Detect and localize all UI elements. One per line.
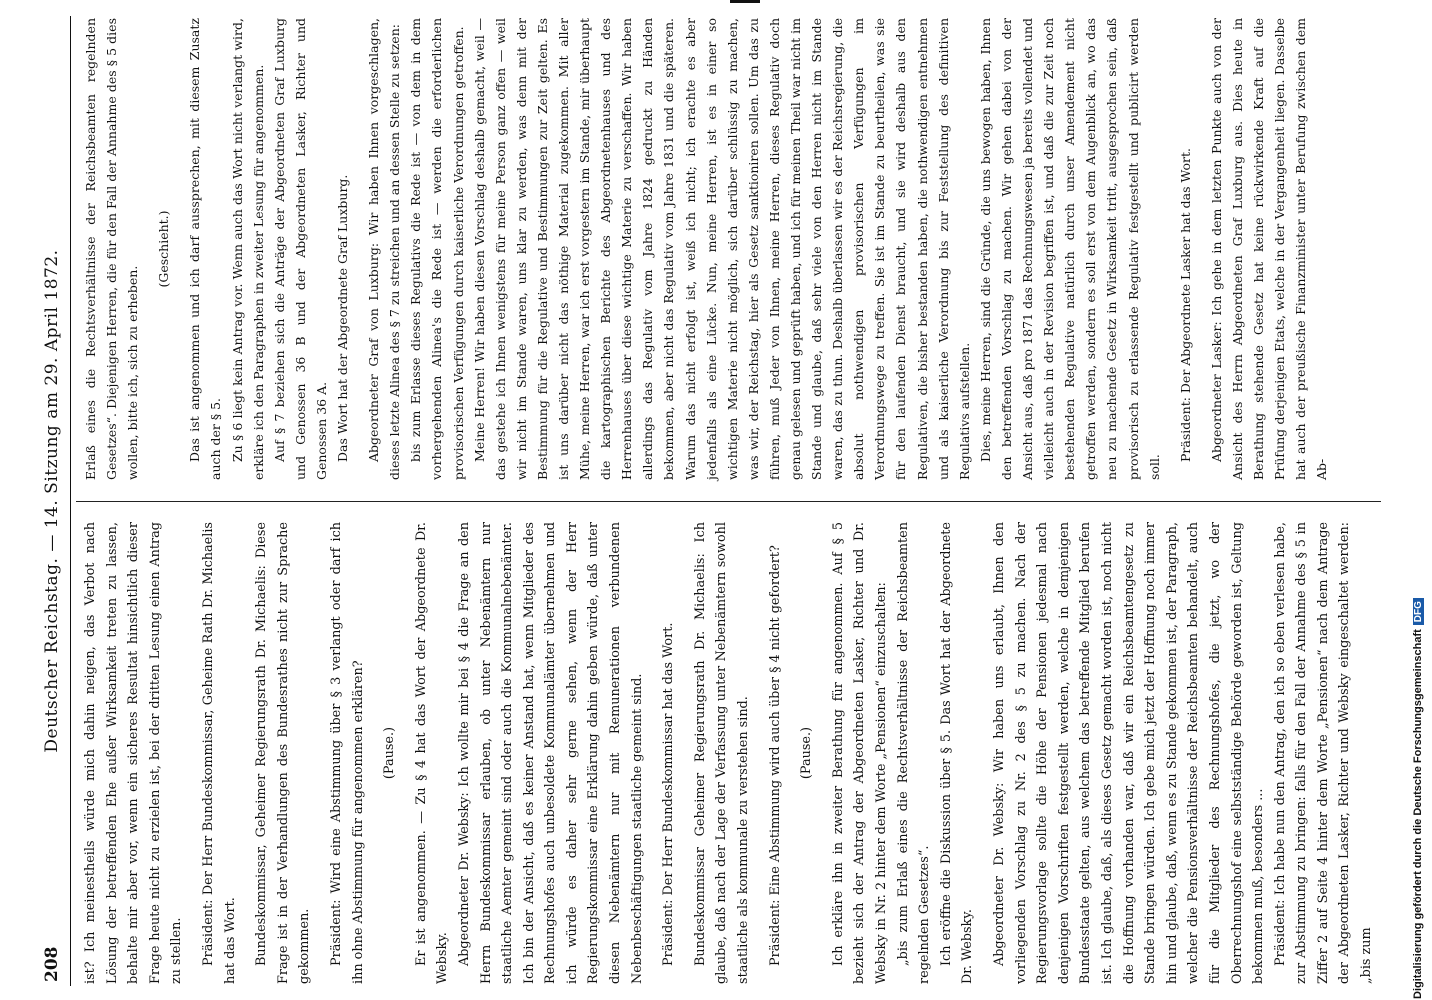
paragraph: Präsident: Der Herr Bundeskommissar hat das Wort. [661,622,677,966]
stage-direction: (Geschieht.) [156,210,172,288]
paragraph: Bundeskommissar, Geheimer Regierungsrath Dr. Michaelis: Diese Frage ist in der Verhandlungen des Bundesrathes nicht zur Sprache gekommen. [254,522,313,984]
page-header [36,16,71,986]
paragraph: Meine Herren! Wir haben diesen Vorschlag deshalb gemacht, weil — das gestehe ich Ihnen wenigstens für meine Person ganz offen — weil wir nicht im Stande waren, uns klar zu werden, was denn mit der Bestimmung für die Regulative und Bestimmungen zur Zeit gelten. Es ist uns darüber nicht das nöthige Material zugekommen. Mit aller Mühe, meine Herren, war ich erst vorgestern im Stande, mir überhaupt die kartographischen Berichte des Abgeordnetenhauses und des Herrenhauses über diese wichtige Materie zu verschaffen. Wir haben allerdings das Regulativ vom Jahre 1824 gedruckt zu Händen bekommen, aber nicht das Regulativ vom Jahre 1831 und die späteren. Warum das nicht erfolgt ist, weiß ich nicht; ich erachte es aber jedenfalls als eine Lücke. Nun, meine Herren, ist es in einer so wichtigen Materie nicht möglich, sich darüber schlüssig zu machen, was wir, der Reichstag, hier als Gesetz sanktioniren sollen. Um das zu führen, muß Jeder von Ihnen, meine Herren, dieses Regulativ doch genau gelesen und geprüft haben, und ich für meinen Theil war nicht im Stande und glaube, daß sehr viele von den Herren nicht im Stande waren, das zu thun. Deshalb überlassen wir es der Reichsregierung, die absolut nothwendigen provisorischen Verfügungen im Verordnungswege zu treffen. Sie ist im Stande zu beurtheilen, was sie für den laufenden Dienst braucht, und sie wird deshalb aus den Regulativen, die bisher bestanden haben, die nothwendigen entnehmen und als kaiserliche Verordnung bis zur Feststellung des definitiven Regulativs aufstellen. [471,18,972,480]
column-rule [76,501,1381,502]
paragraph: Das ist angenommen und ich darf aussprechen, mit diesem Zusatz auch der § 5. [187,18,224,480]
paragraph: Präsident: Eine Abstimmung wird auch über § 4 nicht gefordert? [767,545,783,966]
dfg-logo: DFG [1413,598,1424,625]
paragraph: Ich eröffne die Diskussion über § 5. Das Wort hat der Abgeordnete Dr. Websky. [938,522,976,984]
paragraph: Erlaß eines die Rechtsverhältnisse der Reichsbeamten regelnden Gesetzes“. Diejenigen Herren, die für den Fall der Annahme des § 5 dies wollen, bitte ich, sich zu erheben. [83,18,141,480]
running-title: Deutscher Reichstag. — 14. Sitzung am 29. April 1872. [42,249,62,753]
paragraph: Abgeordneter Lasker: Ich gehe in dem letzten Punkte auch von der Ansicht des Herrn Abgeordneten Graf Luxburg aus. Dies heute in Berathung stehende Gesetz hat keine rückwirkende Kraft auf die Prüfung derjenigen Etats, welche in der Vergangenheit liegen. Dasselbe hat auch der preußische Finanzminister unter Berufung zwischen dem Ab- [1208,18,1330,480]
paragraph: Bundeskommissar Geheimer Regierungsrath Dr. Michaelis: Ich glaube, daß nach der Lage der Verfassung unter Nebenämtern sowohl staatliche als kommunale zu verstehen sind. [692,522,752,984]
paragraph: Zu § 6 liegt kein Antrag vor. Wenn auch das Wort nicht verlangt wird, erkläre ich den Paragraphen in zweiter Lesung für angenommen. [229,18,266,480]
paragraph: Er ist angenommen. — Zu § 4 hat das Wort der Abgeordnete Dr. Websky. [413,522,451,984]
paragraph: Abgeordneter Graf von Luxburg: Wir haben Ihnen vorgeschlagen, dieses letzte Alinea des § 7 zu streichen und an dessen Stelle zu setzen: [366,18,403,480]
paragraph: Abgeordneter Dr. Websky: Wir haben uns erlaubt, Ihnen den vorliegenden Vorschlag zu Nr. 2 des § 5 zu machen. Nach der Regierungsvorlage sollte die Höhe der Pensionen jedesmal nach denjenigen Vorschriften festgestellt werden, welche in demjenigen Bundesstaate gelten, aus welchem das betreffende Mitglied berufen ist. Ich glaube, daß, als dieses Gesetz gemacht worden ist, noch nicht die Hoffnung vorhanden war, daß wir ein Reichsbeamtengesetz zu Stande bringen würden. Ich gebe mich jetzt der Hoffnung noch immer hin und glaube, daß, wenn es zu Stande gekommen ist, der Paragraph, welcher die Pensionsverhältnisse der Reichsbeamten behandelt, auch für die Mitglieder des Rechnungshofes, die jetzt, wo der Oberrechnungshof eine selbstständige Behörde geworden ist, Geltung bekommen muß, besonders ... [991,522,1267,984]
document-page [36,16,1396,986]
paragraph: Präsident: Ich habe nun den Antrag, den ich so eben verlesen habe, zur Abstimmung zu bringen: falls für den Fall der Annahme des § 5 in Ziffer 2 auf Seite 4 hinter dem Worte „Pensionen“ nach dem Antrage der Abgeordneten Lasker, Richter und Websky eingeschaltet werden: „bis zum [1272,522,1375,984]
paragraph: ist? Ich meinestheils würde mich dahin neigen, das Verbot nach Lösung der betreffenden Ehe außer Wirksamkeit treten zu lassen, behalte mir aber vor, wenn ein sicheres Resultat hinsichtlich dieser Frage heute nicht zu erzielen ist, bei der dritten Lesung einen Antrag zu stellen. [83,522,185,984]
paragraph: Auf § 7 beziehen sich die Anträge der Abgeordneten Graf Luxburg und Genossen 36 B und der Abgeordneten Lasker, Richter und Genossen 36 A. [271,18,329,480]
stage-direction: (Pause.) [799,726,815,780]
page-edge-mark [730,0,760,3]
paragraph: Präsident: Wird eine Abstimmung über § 3 verlangt oder darf ich ihn ohne Abstimmung für angenommen erklären? [328,522,366,984]
paragraph: Ich erkläre ihn in zweiter Berathung für angenommen. Auf § 5 bezieht sich der Antrag der Abgeordneten Lasker, Richter und Dr. Websky in Nr. 2 hinter dem Worte „Pensionen“ einzuschalten: [830,522,889,984]
digitization-text: Digitalisierung gefördert durch die Deutsche Forschungsgemeinschaft [1412,629,1424,999]
quotation: bis zum Erlasse dieses Regulativs die Rede ist — von dem in dem vorhergehenden Alinea's die Rede ist — werden die erforderlichen provisorischen Verfügungen durch kaiserliche Verordnungen getroffen. [408,18,466,480]
paragraph: Präsident: Der Abgeordnete Lasker hat das Wort. [1177,148,1193,462]
page-number: 208 [42,946,62,982]
paragraph: Abgeordneter Dr. Websky: Ich wollte mir bei § 4 die Frage an den Herrn Bundeskommissar erlauben, ob unter Nebenämtern nur staatliche Aemter gemeint sind oder auch die Kommunalnebenämter. Ich bin der Ansicht, daß es keiner Anstand hat, wenn Mitglieder des Rechnungshofes auch unbesoldete Kommunalämter übernehmen und ich würde es daher sehr gerne sehen, wenn der Herr Regierungskommissar eine Erklärung dahin geben würde, daß unter diesen Nebenämtern nur mit Remunerationen verbundenen Nebenbeschäftigungen staatliche gemeint sind. [456,522,645,984]
paragraph: Dies, meine Herren, sind die Gründe, die uns bewogen haben, Ihnen den betreffenden Vorschlag zu machen. Wir gehen dabei von der Ansicht aus, daß pro 1871 das Rechnungswesen ja bereits vollendet und vielleicht auch in der Revision begriffen ist, und daß die zur Zeit noch bestehenden Regulative natürlich durch unser Amendement nicht getroffen werden, sondern es soll erst von dem Augenblick an, wo das neu zu machende Gesetz in Wirksamkeit tritt, ausgesprochen sein, daß provisorisch zu erlassende Regulativ festgestellt und publicirt werden soll. [977,18,1162,480]
quotation: „bis zum Erlaß eines die Rechtsverhältnisse der Reichsbeamten regelnden Gesetzes“. [895,522,933,984]
left-column [80,522,1380,984]
paragraph: Das Wort hat der Abgeordnete Graf Luxburg. [335,174,351,462]
paragraph: Präsident: Der Herr Bundeskommissar, Geheime Rath Dr. Michaelis hat das Wort. [200,522,238,984]
digitization-note [1412,598,1424,999]
stage-direction: (Pause.) [382,726,398,780]
right-column [80,18,1380,480]
